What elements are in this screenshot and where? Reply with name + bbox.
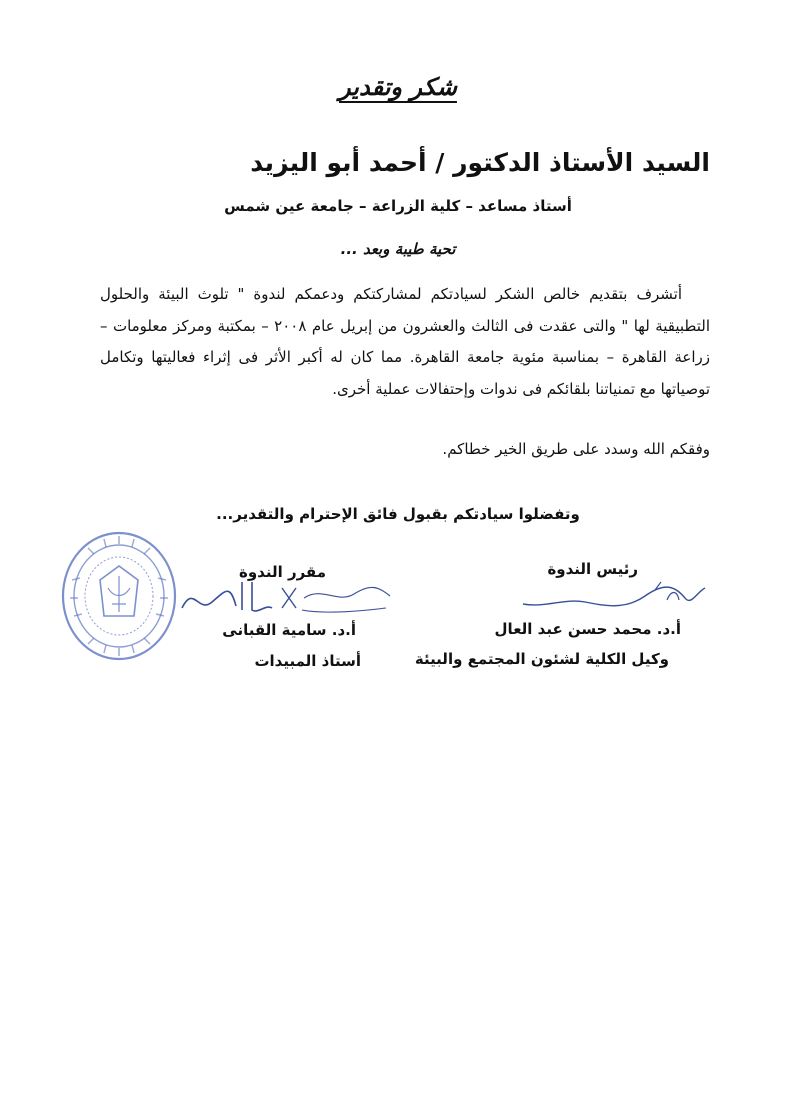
letter-title: شكر وتقدير (339, 72, 457, 101)
letter-body (100, 279, 710, 405)
rapporteur-title: أستاذ المبيدات (254, 652, 361, 670)
well-wishing: وفقكم الله وسدد على طريق الخير خطاكم. (442, 440, 710, 458)
chairman-title: وكيل الكلية لشئون المجتمع والبيئة (414, 650, 669, 668)
closing-line: وتفضلوا سيادتكم بقبول فائق الإحترام والتقدير... (216, 505, 580, 523)
rapporteur-signature (515, 578, 710, 620)
recipient-name: السيد الأستاذ الدكتور / أحمد أبو اليزيد (250, 148, 710, 177)
recipient-position: أستاذ مساعد – كلية الزراعة – جامعة عين شمس (224, 197, 572, 215)
rapporteur-role: مقرر الندوة (238, 563, 326, 581)
chairman-name: أ.د. محمد حسن عبد العال (494, 620, 681, 638)
greeting: تحية طيبة وبعد ... (340, 240, 456, 258)
chairman-signature (172, 574, 397, 624)
body-paragraph: أتشرف بتقديم خالص الشكر لسيادتكم لمشاركتكم ودعمكم لندوة " تلوث البيئة والحلول التطبيقية لها " والتى عقدت فى الثالث والعشرون من إبريل عام ٢٠٠٨ – بمكتبة ومركز معلومات – زراعة القاهرة – بمناسبة مئوية جامعة القاهرة. مما كان له أكبر الأثر فى إثراء فعاليتها وتكامل توصياتها مع تمنياتنا بلقائكم فى ندوات وإحتفالات عملية أخرى. (100, 285, 710, 398)
rapporteur-name: أ.د. سامية القبانى (222, 621, 356, 639)
chairman-role: رئيس الندوة (547, 560, 638, 578)
official-seal-icon (58, 528, 180, 664)
